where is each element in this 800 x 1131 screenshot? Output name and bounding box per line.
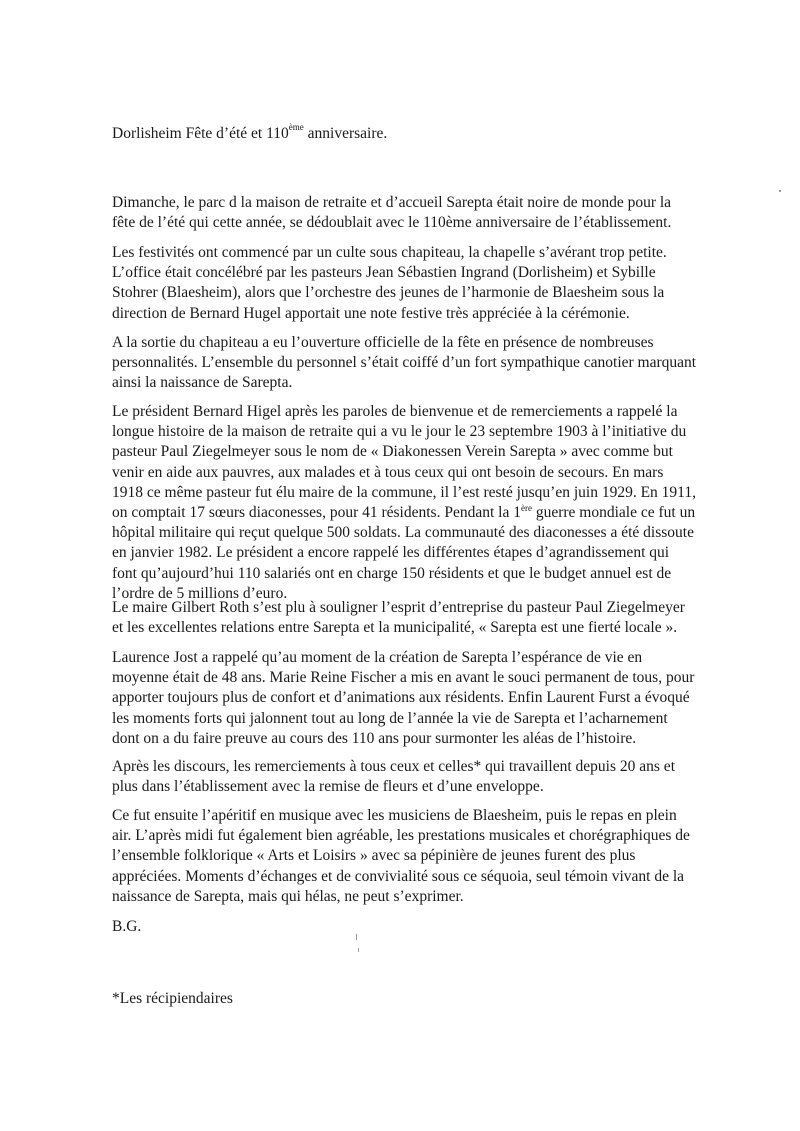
text-line: Ce fut ensuite l’apéritif en musique avec les musiciens de Blaesheim, puis le repas en plein: [112, 807, 677, 824]
paragraph-6: [112, 648, 695, 749]
paragraph-5: [112, 598, 692, 638]
superscript: ère: [520, 502, 532, 513]
text-line: L’office était concélébré par les pasteurs Jean Sébastien Ingrand (Dorlisheim) et Sybille: [112, 264, 656, 282]
text-line: Le maire Gilbert Roth s’est plu à souligner l’esprit d’entreprise du pasteur Paul Ziegelmeyer: [112, 599, 685, 616]
text-line-with-superscript: [112, 502, 696, 523]
footnote: *Les récipiendaires: [112, 990, 233, 1007]
title-superscript: ème: [288, 121, 304, 132]
text-line: dont on a du faire preuve au cours des 110 ans pour surmonter les aléas de l’histoire.: [112, 729, 637, 747]
text-line: moyenne était de 48 ans. Marie Reine Fischer a mis en avant le souci permanent de tous, pour: [112, 669, 695, 687]
text-line: Le président Bernard Higel après les paroles de bienvenue et de remerciements a rappelé la: [112, 403, 678, 420]
text-line: l’ensemble folklorique « Arts et Loisirs » avec sa pépinière de jeunes furent des plus: [112, 847, 636, 865]
text-line: ainsi la naissance de Sarepta.: [112, 374, 293, 392]
text-line: apporter toujours plus de confort et d’animations aux résidents. Enfin Laurent Furst a évoqué: [112, 689, 690, 707]
text-line: 1918 ce même pasteur fut élu maire de la commune, il l’est resté jusqu’en juin 1929. En 1911,: [112, 483, 696, 501]
text-line: l’ordre de 5 millions d’euro.: [112, 584, 288, 602]
paragraph-3: [112, 333, 697, 394]
text-line: font qu’aujourd’hui 110 salariés ont en charge 150 résidents et que le budget annuel est de: [112, 564, 672, 582]
text-line: Stohrer (Blaesheim), alors que l’orchestre des jeunes de l’harmonie de Blaesheim sous la: [112, 284, 665, 302]
document-title: [112, 121, 388, 144]
text-line: les moments forts qui jalonnent tout au long de l’année la vie de Sarepta et l’acharnement: [112, 709, 668, 727]
text-line: pasteur Paul Ziegelmeyer sous le nom de « Diakonessen Verein Sarepta » avec comme but: [112, 443, 673, 461]
scan-speck: [358, 948, 359, 952]
text-line: direction de Bernard Hugel apportait une note festive très appréciée à la cérémonie.: [112, 304, 630, 322]
title-pre: Dorlisheim Fête d’été et 110: [112, 125, 289, 142]
scan-speck: [356, 934, 357, 940]
paragraph-1: [112, 193, 692, 233]
text-line: air. L’après midi fut également bien agréable, les prestations musicales et chorégraphiques de: [112, 827, 690, 845]
text-line: Laurence Jost a rappelé qu’au moment de la création de Sarepta l’espérance de vie en: [112, 649, 643, 666]
text-line: A la sortie du chapiteau a eu l’ouverture officielle de la fête en présence de nombreuses: [112, 334, 654, 351]
scan-speck: [779, 190, 781, 192]
signature: B.G.: [112, 918, 142, 935]
title-post: anniversaire.: [303, 125, 388, 142]
text-line: personnalités. L’ensemble du personnel s’était coiffé d’un fort sympathique canotier marquant: [112, 354, 697, 372]
text-line: et les excellentes relations entre Sarepta et la municipalité, « Sarepta est une fierté locale ».: [112, 619, 678, 637]
text-line: hôpital militaire qui reçut quelque 500 soldats. La communauté des diaconesses a été dissoute: [112, 524, 694, 542]
text-line: plus dans l’établissement avec la remise de fleurs et d’une enveloppe.: [112, 778, 544, 796]
paragraph-4: [112, 402, 696, 604]
text-segment: on comptait 17 sœurs diaconesses, pour 41 résidents. Pendant la 1: [112, 504, 521, 522]
text-segment: guerre mondiale ce fut un: [531, 504, 696, 522]
text-line: appréciées. Moments d’échanges et de convivialité sous ce séquoia, seul témoin vivant de la: [112, 867, 685, 885]
text-line: longue histoire de la maison de retraite qui a vu le jour le 23 septembre 1903 à l’initiative du: [112, 423, 687, 441]
text-line: Les festivités ont commencé par un culte sous chapiteau, la chapelle s’avérant trop petite.: [112, 244, 667, 261]
text-line: venir en aide aux pauvres, aux malades et à tous ceux qui ont besoin de secours. En mars: [112, 463, 664, 481]
text-line: Après les discours, les remerciements à tous ceux et celles* qui travaillent depuis 20 ans et: [112, 758, 675, 775]
text-line: fête de l’été qui cette année, se dédoublait avec le 110ème anniversaire de l’établissement.: [112, 214, 672, 232]
text-line: en janvier 1982. Le président a encore rappelé les différentes étapes d’agrandissement qui: [112, 544, 670, 562]
text-line: naissance de Sarepta, mais qui hélas, ne peut s’exprimer.: [112, 887, 464, 905]
paragraph-2: [112, 243, 692, 324]
text-line: Dimanche, le parc d la maison de retraite et d’accueil Sarepta était noire de monde pour la: [112, 194, 672, 211]
paragraph-7: [112, 757, 692, 797]
paragraph-8: [112, 806, 692, 907]
